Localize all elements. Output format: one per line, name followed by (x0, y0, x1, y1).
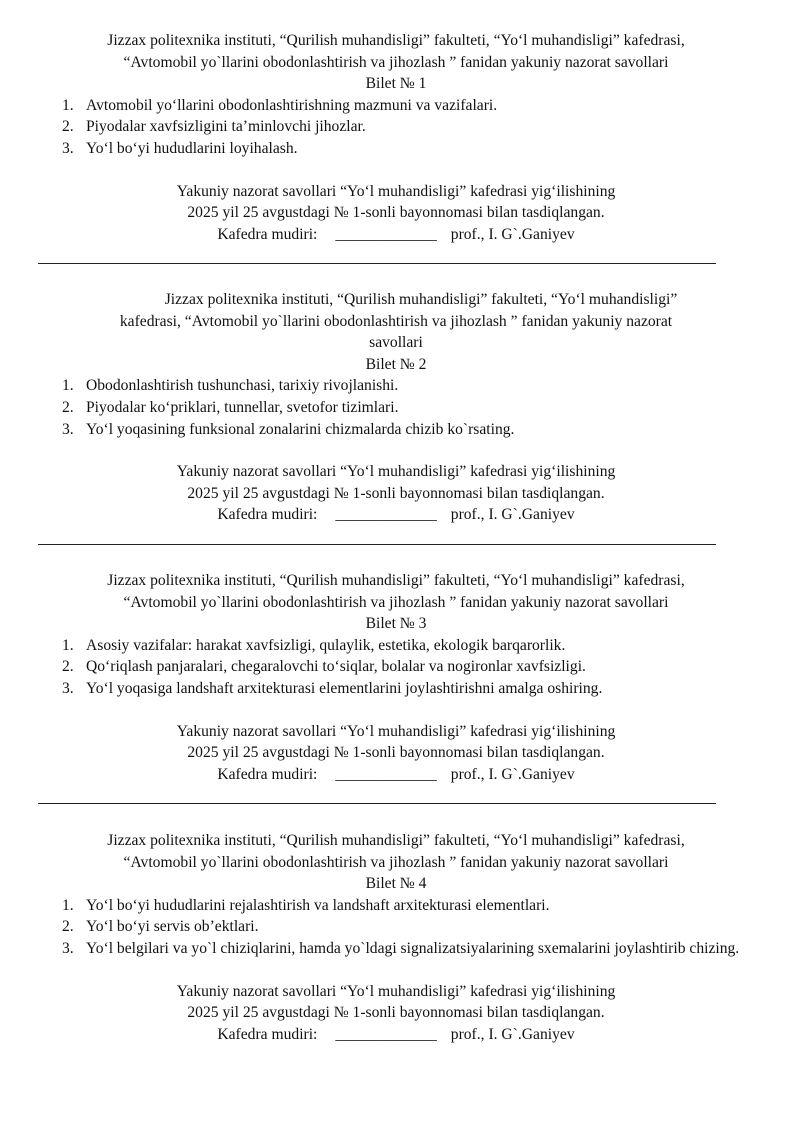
approval-block (38, 981, 754, 1046)
ticket-divider (38, 803, 716, 804)
approval-block (38, 461, 754, 526)
question-item (38, 678, 754, 700)
signature-blank: _____________ (335, 225, 437, 243)
signature-line (38, 1024, 754, 1046)
approval-line-2: 2025 yil 25 avgustdagi № 1-sonli bayonnomasi bilan tasdiqlangan. (187, 744, 605, 762)
head-name: prof., I. G`.Ganiyev (450, 225, 575, 243)
head-label: Kafedra mudiri: (217, 506, 318, 524)
head-label: Kafedra mudiri: (217, 1025, 318, 1043)
ticket-4 (38, 830, 754, 1045)
question-item (38, 938, 754, 960)
question-number: 2. (62, 658, 74, 676)
head-label: Kafedra mudiri: (217, 225, 318, 243)
approval-line-1: Yakuniy nazorat savollari “Yo‘l muhandisligi” kafedrasi yig‘ilishining (176, 463, 616, 481)
question-number: 1. (62, 377, 74, 395)
signature-blank: _____________ (335, 506, 437, 524)
question-number: 2. (62, 118, 74, 136)
ticket-2 (38, 289, 754, 526)
question-text: Yo‘l belgilari va yo`l chiziqlarini, hamda yo`ldagi signalizatsiyalarining sxemalarini joylashtirib chizing. (86, 939, 740, 957)
head-name: prof., I. G`.Ganiyev (450, 1025, 575, 1043)
question-text: Asosiy vazifalar: harakat xavfsizligi, qulaylik, estetika, ekologik barqarorlik. (86, 636, 566, 654)
question-item (38, 895, 754, 917)
signature-line (38, 764, 754, 786)
ticket-1 (38, 30, 754, 245)
header-line-1: Jizzax politexnika instituti, “Qurilish muhandisligi” fakulteti, “Yo‘l muhandisligi” kafedrasi, (107, 32, 685, 49)
bilet-title: Bilet № 1 (365, 75, 427, 93)
question-number: 3. (62, 939, 74, 957)
question-number: 3. (62, 679, 74, 697)
question-text: Yo‘l bo‘yi hududlarini loyihalash. (86, 139, 298, 157)
head-name: prof., I. G`.Ganiyev (450, 506, 575, 524)
question-item (38, 116, 754, 138)
question-text: Piyodalar xavfsizligini ta’minlovchi jihozlar. (86, 118, 366, 136)
header-line-1: Jizzax politexnika instituti, “Qurilish muhandisligi” fakulteti, “Yo‘l muhandisligi” kafedrasi, (107, 832, 685, 849)
ticket-divider (38, 263, 716, 264)
header-line-3: savollari (369, 334, 423, 352)
approval-line-1: Yakuniy nazorat savollari “Yo‘l muhandisligi” kafedrasi yig‘ilishining (176, 982, 616, 1000)
ticket-3 (38, 570, 754, 785)
bilet-title: Bilet № 4 (365, 875, 427, 893)
question-text: Piyodalar ko‘priklari, tunnellar, svetofor tizimlari. (86, 398, 399, 416)
question-text: Obodonlashtirish tushunchasi, tarixiy rivojlanishi. (86, 377, 399, 395)
bilet-title: Bilet № 2 (365, 355, 427, 373)
header-line-2: “Avtomobil yo`llarini obodonlashtirish va jihozlash ” fanidan yakuniy nazorat savollari (123, 53, 669, 71)
approval-line-2: 2025 yil 25 avgustdagi № 1-sonli bayonnomasi bilan tasdiqlangan. (187, 484, 605, 502)
approval-block (38, 721, 754, 786)
header-line-1: Jizzax politexnika instituti, “Qurilish muhandisligi” fakulteti, “Yo‘l muhandisligi” kafedrasi, (107, 572, 685, 589)
signature-blank: _____________ (335, 1025, 437, 1043)
header-line-2: “Avtomobil yo`llarini obodonlashtirish va jihozlash ” fanidan yakuniy nazorat savollari (123, 593, 669, 611)
head-name: prof., I. G`.Ganiyev (450, 765, 575, 783)
ticket-header (38, 289, 754, 354)
question-number: 2. (62, 398, 74, 416)
bilet-title: Bilet № 3 (365, 615, 427, 633)
question-number: 3. (62, 420, 74, 438)
head-label: Kafedra mudiri: (217, 765, 318, 783)
question-number: 1. (62, 96, 74, 114)
question-item (38, 635, 754, 657)
ticket-header (38, 830, 754, 873)
signature-line (38, 224, 754, 246)
question-number: 1. (62, 896, 74, 914)
header-line-2: kafedrasi, “Avtomobil yo`llarini obodonlashtirish va jihozlash ” fanidan yakuniy nazorat (119, 312, 673, 330)
question-item (38, 916, 754, 938)
question-item (38, 95, 754, 117)
question-text: Yo‘l yoqasining funksional zonalarini chizmalarda chizib ko`rsating. (86, 420, 515, 438)
question-text: Yo‘l yoqasiga landshaft arxitekturasi elementlarini joylashtirishni amalga oshiring. (86, 679, 603, 697)
question-item (38, 397, 754, 419)
question-number: 1. (62, 636, 74, 654)
question-list (38, 95, 754, 160)
ticket-header (38, 570, 754, 613)
question-item (38, 656, 754, 678)
approval-line-1: Yakuniy nazorat savollari “Yo‘l muhandisligi” kafedrasi yig‘ilishining (176, 182, 616, 200)
approval-line-1: Yakuniy nazorat savollari “Yo‘l muhandisligi” kafedrasi yig‘ilishining (176, 722, 616, 740)
signature-line (38, 504, 754, 526)
approval-block (38, 181, 754, 246)
question-text: Yo‘l bo‘yi servis ob’ektlari. (86, 918, 259, 936)
question-list (38, 635, 754, 700)
approval-line-2: 2025 yil 25 avgustdagi № 1-sonli bayonnomasi bilan tasdiqlangan. (187, 204, 605, 222)
signature-blank: _____________ (335, 765, 437, 783)
question-item (38, 419, 754, 441)
question-item (38, 375, 754, 397)
ticket-header (38, 30, 754, 73)
ticket-divider (38, 544, 716, 545)
question-item (38, 138, 754, 160)
question-number: 2. (62, 918, 74, 936)
header-line-1: Jizzax politexnika instituti, “Qurilish muhandisligi” fakulteti, “Yo‘l muhandisligi” (164, 291, 678, 308)
approval-line-2: 2025 yil 25 avgustdagi № 1-sonli bayonnomasi bilan tasdiqlangan. (187, 1004, 605, 1022)
header-line-2: “Avtomobil yo`llarini obodonlashtirish va jihozlash ” fanidan yakuniy nazorat savollari (123, 853, 669, 871)
question-text: Qo‘riqlash panjaralari, chegaralovchi to‘siqlar, bolalar va nogironlar xavfsizligi. (86, 658, 586, 676)
question-list (38, 895, 754, 960)
question-list (38, 375, 754, 440)
question-number: 3. (62, 139, 74, 157)
question-text: Yo‘l bo‘yi hududlarini rejalashtirish va landshaft arxitekturasi elementlari. (86, 896, 550, 914)
question-text: Avtomobil yo‘llarini obodonlashtirishning mazmuni va vazifalari. (86, 96, 498, 114)
